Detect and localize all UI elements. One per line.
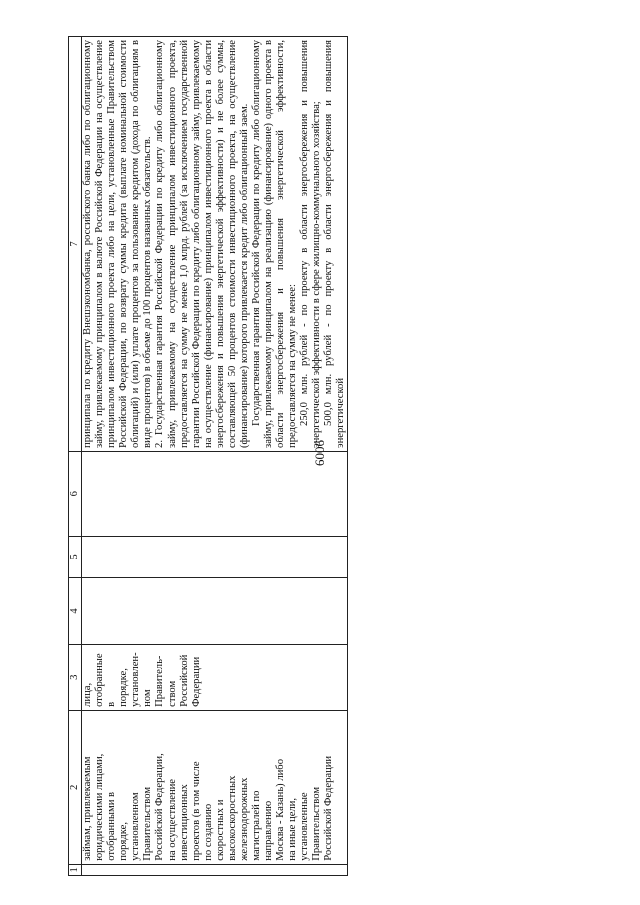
col7-paragraph: 250,0 млн. рублей - по проекту в области энергосбережения и повышения энергетической эффективности в сфере жилищно-коммунального хозяйства;: [299, 40, 323, 448]
col2-line: по созданию: [202, 803, 214, 861]
column-header-6: 6: [69, 451, 82, 536]
col2-line: скоростных и: [214, 799, 226, 861]
cell-col-5: [82, 536, 348, 578]
column-header-7: 7: [69, 37, 82, 452]
cell-col-3: [82, 644, 348, 710]
col3-line: лица,: [82, 682, 94, 707]
col7-paragraph: принципала по кредиту Внешэкономбанка, российского банка либо по облигационному займу, привлекаемому принципалом в валюте Российской Федерации на осуществление принципалом инвестиционного проекта либо на цели, установленные Правительством Российской Федерации, по возврату суммы кредита (выплате номинальной стоимости облигаций) и (или) уплате процентов за пользование кредитом (дохода по облигациям в виде процентов) в объеме до 100 процентов названных обязательств.: [82, 40, 154, 448]
cell-col-2: [82, 710, 348, 864]
col3-line: Российской: [178, 654, 190, 707]
col2-line: отобранными в: [106, 791, 118, 861]
table-header-row: [69, 37, 82, 876]
cell-col-6: [82, 451, 348, 536]
cell-col-7: [82, 37, 348, 452]
col2-line: Правительством: [311, 786, 323, 861]
col7-paragraph: 500,0 млн. рублей - по проекту в области энергосбережения и повышения энергетической: [323, 40, 347, 448]
col7-paragraph: 2. Государственная гарантия Российской Федерации по кредиту либо облигационному займу, привлекаемому на осуществление принципалом инвестиционного проекта, предоставляется на сумму не менее 1,0 млрд. рублей (за исключением государственной гарантии Российской Федерации по кредиту либо облигационному займу, привлекаемому на осуществление (финансирование) принципалом инвестиционного проекта в области энергосбережения и повышения энергетической эффективности) и не более суммы, составляющей 50 процентов стоимости инвестиционного проекта, на осуществление (финансирование) которого привлекается кредит либо облигационный заем.: [154, 40, 250, 448]
col3-line: ном: [142, 689, 154, 707]
col2-line: установленном: [130, 792, 142, 861]
col3-line: порядке,: [118, 668, 130, 707]
col3-line: Федерации: [190, 656, 202, 707]
col2-line: на осуществление: [166, 779, 178, 861]
guarantee-table: [68, 36, 348, 876]
col2-line: Москва - Казань) либо: [275, 759, 287, 861]
col2-line: направлению: [263, 800, 274, 861]
col2-line: Правительством: [142, 786, 154, 861]
col7-paragraph: Государственная гарантия Российской Федерации по кредиту либо облигационному займу, привлекаемому принципалом на реализацию (финансирование) одного проекта в области энергосбережения и повышения энергетической эффективности, предоставляется на сумму не менее:: [250, 40, 299, 448]
column-header-4: 4: [69, 578, 82, 644]
col2-line: Российской Федерации: [323, 755, 335, 861]
col2-line: порядке,: [118, 822, 130, 861]
col2-line: на иные цели,: [287, 797, 299, 861]
table-row: [82, 37, 348, 876]
cell-col-4: [82, 578, 348, 644]
col2-line: высокоскоростных: [226, 775, 238, 861]
col2-line: магистралей по: [250, 790, 262, 861]
col2-line: займам, привлекаемым: [82, 756, 94, 861]
page-number: 6006: [312, 440, 327, 466]
column-header-5: 5: [69, 536, 82, 578]
col3-line: отобранные в: [94, 653, 118, 707]
column-header-2: 2: [69, 710, 82, 864]
col2-line: проектов (в том числе: [190, 761, 202, 861]
cell-col-1: [82, 864, 348, 875]
column-header-3: 3: [69, 644, 82, 710]
col2-line: Российской Федерации,: [154, 753, 166, 861]
rotated-table-container: [68, 36, 614, 876]
col3-line: ством: [166, 680, 178, 707]
column-header-1: 1: [69, 864, 82, 875]
col2-line: инвестиционных: [178, 784, 190, 861]
col3-line: установлен-: [130, 652, 142, 707]
col2-line: юридическими лицами,: [94, 753, 106, 861]
col3-line: Правитель-: [154, 655, 166, 707]
col2-line: установленные: [299, 792, 311, 861]
col2-line: железнодорожных: [238, 777, 250, 861]
